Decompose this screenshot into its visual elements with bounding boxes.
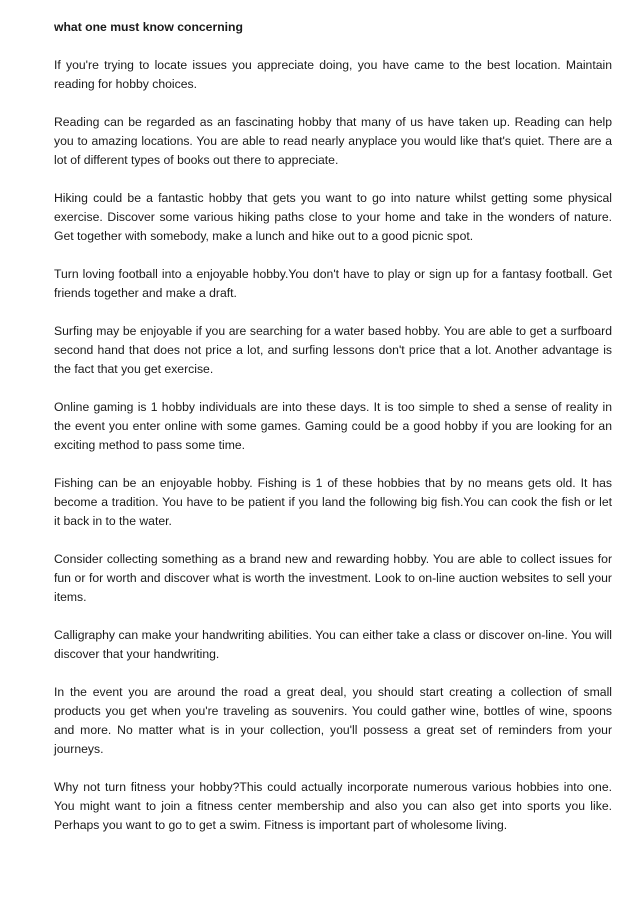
- document-title: what one must know concerning: [54, 20, 243, 34]
- paragraph-intro: If you're trying to locate issues you appreciate doing, you have came to the best location. Maintain reading for hobby choices.: [54, 58, 612, 91]
- paragraph-surfing: Surfing may be enjoyable if you are searching for a water based hobby. You are able to get a surfboard second hand that does not price a lot, and surfing lessons don't price that a lot. Another advantage is the fact that you get exercise.: [54, 324, 612, 376]
- paragraph-hiking: Hiking could be a fantastic hobby that gets you want to go into nature whilst getting some physical exercise. Discover some various hiking paths close to your home and take in the wonders of nature. Get together with somebody, make a lunch and hike out to a good picnic spot.: [54, 191, 612, 243]
- paragraph-souvenirs: In the event you are around the road a great deal, you should start creating a collection of small products you get when you're traveling as souvenirs. You could gather wine, bottles of wine, spoons and more. No matter what is in your collection, you'll possess a great set of reminders from your journeys.: [54, 685, 612, 756]
- paragraph-reading: Reading can be regarded as an fascinating hobby that many of us have taken up. Reading can help you to amazing locations. You are able to read nearly anyplace you would like that's quiet. There are a lot of different types of books out there to appreciate.: [54, 115, 612, 167]
- paragraph-football: Turn loving football into a enjoyable hobby.You don't have to play or sign up for a fantasy football. Get friends together and make a draft.: [54, 267, 612, 300]
- paragraph-calligraphy: Calligraphy can make your handwriting abilities. You can either take a class or discover on-line. You will discover that your handwriting.: [54, 628, 612, 661]
- paragraph-fitness: Why not turn fitness your hobby?This could actually incorporate numerous various hobbies into one. You might want to join a fitness center membership and also you can also get into sports you like. Perhaps you want to go to get a swim. Fitness is important part of wholesome living.: [54, 780, 612, 832]
- paragraph-fishing: Fishing can be an enjoyable hobby. Fishing is 1 of these hobbies that by no means gets old. It has become a tradition. You have to be patient if you land the following big fish.You can cook the fish or let it back in to the water.: [54, 476, 612, 528]
- paragraph-collecting: Consider collecting something as a brand new and rewarding hobby. You are able to collect issues for fun or for worth and discover what is worth the investment. Look to on-line auction websites to sell your items.: [54, 552, 612, 604]
- document-page: [54, 18, 612, 854]
- paragraph-online-gaming: Online gaming is 1 hobby individuals are into these days. It is too simple to shed a sense of reality in the event you enter online with some games. Gaming could be a good hobby if you are looking for an exciting method to pass some time.: [54, 400, 612, 452]
